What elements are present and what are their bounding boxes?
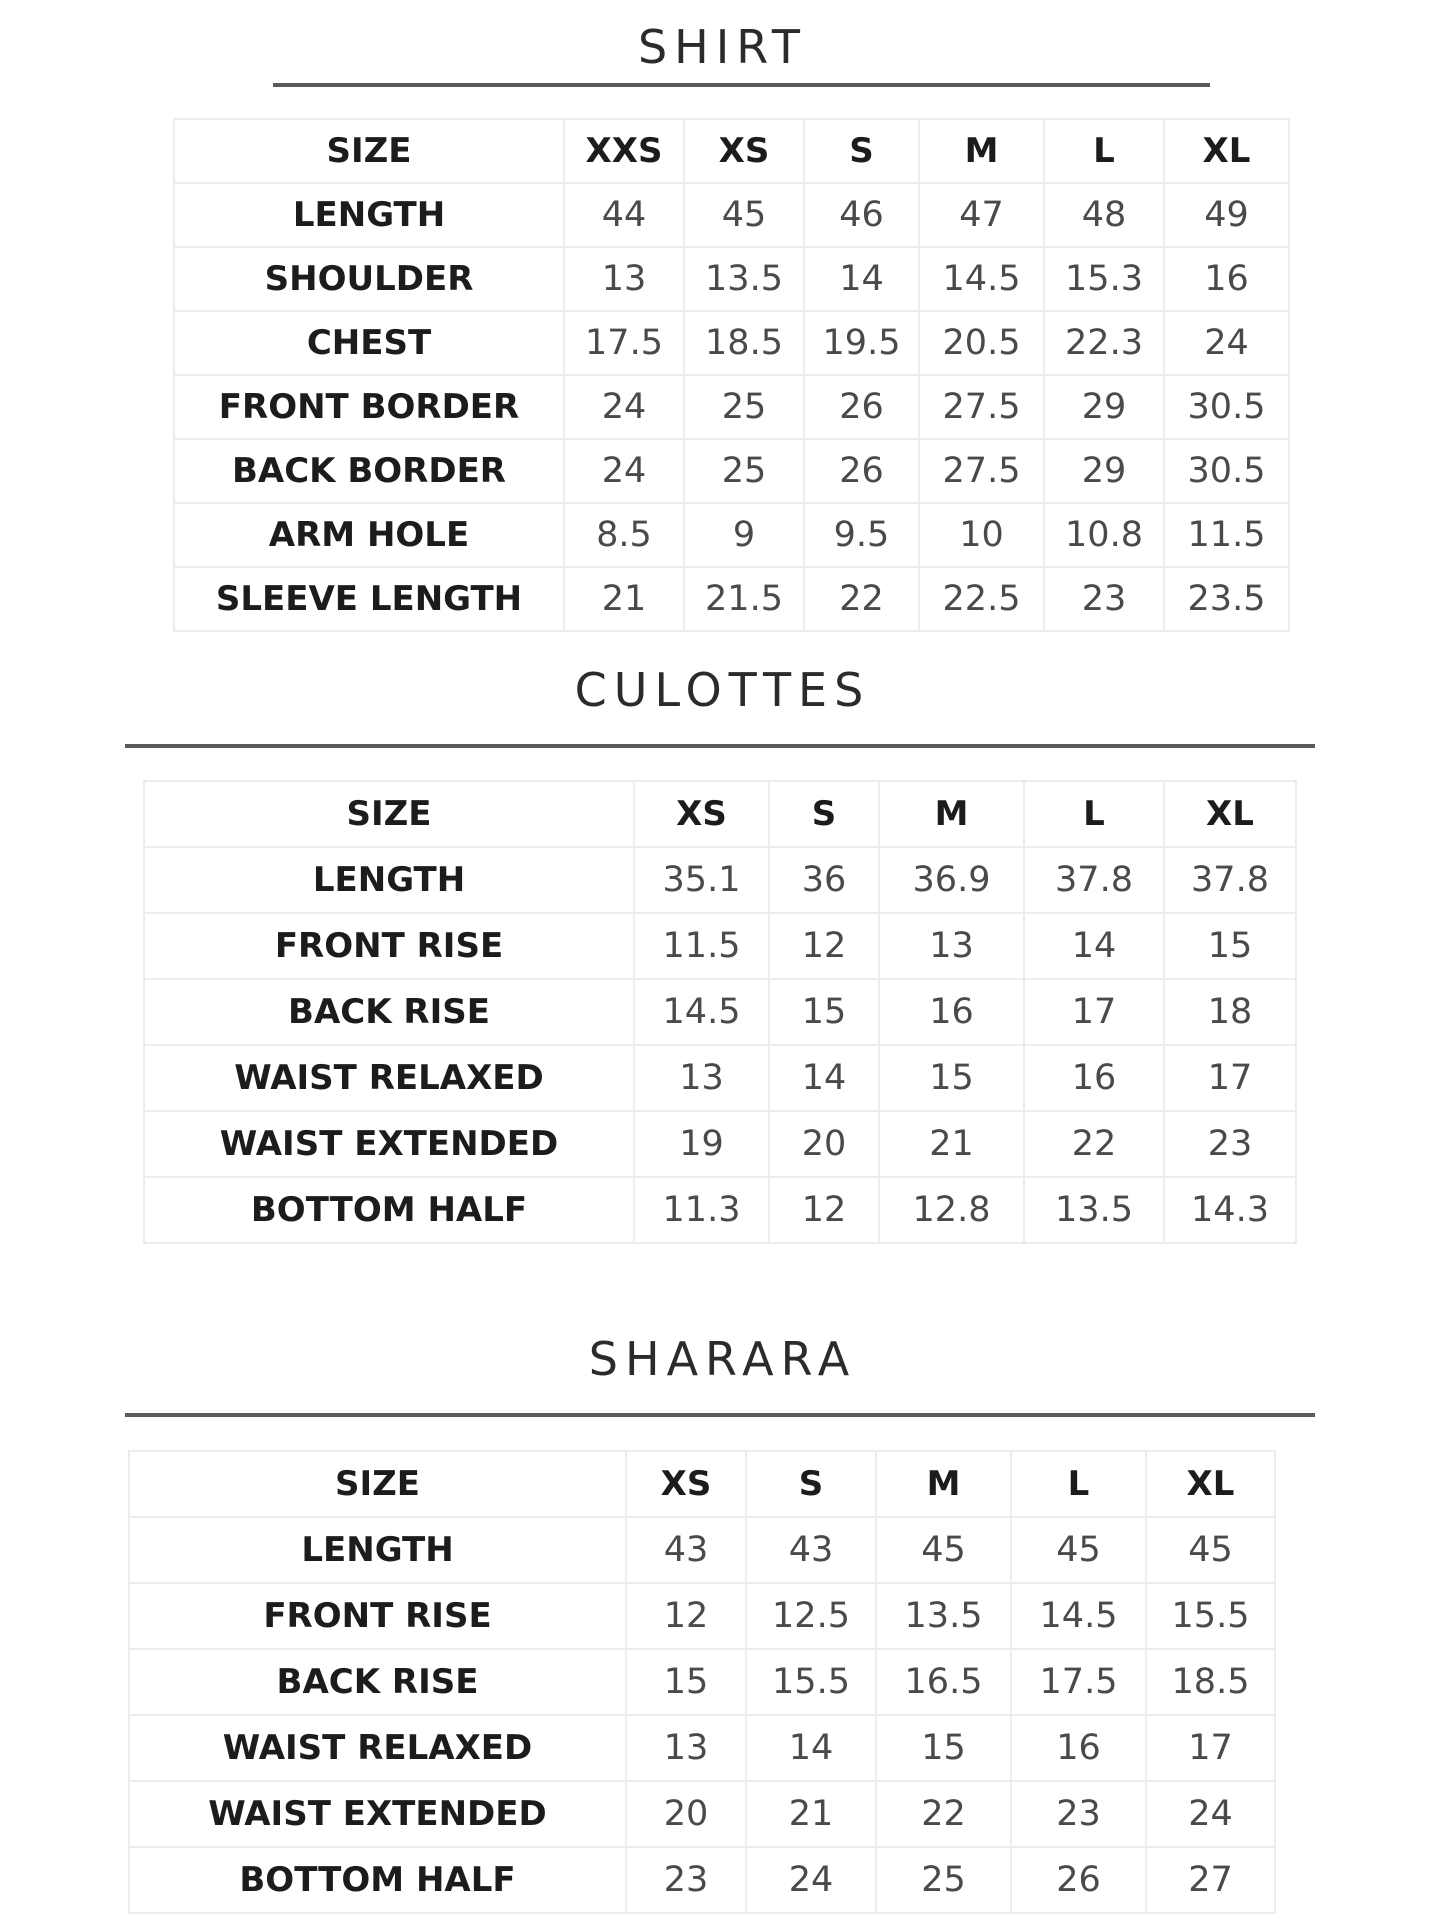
measurement-value: 21.5 [684,567,804,631]
table-row [129,1583,1275,1649]
measurement-label: LENGTH [174,183,564,247]
measurement-value: 19.5 [804,311,919,375]
measurement-value: 17.5 [1011,1649,1146,1715]
culottes-header-row [144,781,1296,847]
size-column-header: M [876,1451,1011,1517]
measurement-value: 18.5 [1146,1649,1275,1715]
measurement-value: 11.5 [1164,503,1289,567]
measurement-value: 17 [1164,1045,1296,1111]
measurement-value: 17 [1024,979,1164,1045]
measurement-value: 8.5 [564,503,684,567]
size-column-header: XXS [564,119,684,183]
measurement-value: 26 [1011,1847,1146,1913]
measurement-value: 12 [769,913,879,979]
table-row [174,567,1289,631]
measurement-value: 17 [1146,1715,1275,1781]
measurement-value: 45 [1146,1517,1275,1583]
measurement-value: 15.3 [1044,247,1164,311]
measurement-label: BACK RISE [129,1649,626,1715]
table-row [144,913,1296,979]
measurement-value: 18 [1164,979,1296,1045]
measurement-value: 36.9 [879,847,1024,913]
sharara-size-table [128,1450,1276,1914]
measurement-value: 11.5 [634,913,769,979]
measurement-value: 15 [879,1045,1024,1111]
shirt-title: SHIRT [637,20,808,74]
measurement-label: SHOULDER [174,247,564,311]
size-column-header: XS [634,781,769,847]
measurement-label: BOTTOM HALF [144,1177,634,1243]
measurement-value: 17.5 [564,311,684,375]
measurement-value: 20.5 [919,311,1044,375]
measurement-value: 19 [634,1111,769,1177]
measurement-value: 10 [919,503,1044,567]
measurement-label: LENGTH [129,1517,626,1583]
measurement-value: 15.5 [1146,1583,1275,1649]
culottes-divider [125,744,1315,748]
measurement-value: 13.5 [1024,1177,1164,1243]
measurement-value: 23.5 [1164,567,1289,631]
measurement-label: FRONT RISE [144,913,634,979]
measurement-value: 48 [1044,183,1164,247]
measurement-value: 20 [626,1781,746,1847]
measurement-value: 13 [879,913,1024,979]
measurement-value: 45 [876,1517,1011,1583]
measurement-value: 15 [876,1715,1011,1781]
measurement-value: 14.3 [1164,1177,1296,1243]
measurement-label: WAIST RELAXED [129,1715,626,1781]
table-row [174,375,1289,439]
measurement-value: 9 [684,503,804,567]
shirt-header-row [174,119,1289,183]
table-row [174,503,1289,567]
table-row [144,1177,1296,1243]
measurement-value: 15.5 [746,1649,876,1715]
measurement-value: 46 [804,183,919,247]
measurement-value: 14 [804,247,919,311]
measurement-label: FRONT RISE [129,1583,626,1649]
table-row [144,847,1296,913]
measurement-value: 27.5 [919,439,1044,503]
table-row [144,1045,1296,1111]
measurement-value: 16 [1011,1715,1146,1781]
size-header-label: SIZE [129,1451,626,1517]
table-row [129,1847,1275,1913]
size-column-header: M [879,781,1024,847]
table-row [174,247,1289,311]
measurement-value: 45 [684,183,804,247]
size-column-header: L [1024,781,1164,847]
table-row [129,1715,1275,1781]
measurement-value: 27.5 [919,375,1044,439]
sharara-header-row [129,1451,1275,1517]
size-column-header: L [1011,1451,1146,1517]
measurement-value: 24 [746,1847,876,1913]
measurement-value: 23 [1044,567,1164,631]
measurement-value: 16.5 [876,1649,1011,1715]
size-column-header: XL [1164,119,1289,183]
table-row [144,979,1296,1045]
measurement-value: 13.5 [876,1583,1011,1649]
measurement-value: 14.5 [634,979,769,1045]
size-column-header: L [1044,119,1164,183]
measurement-value: 36 [769,847,879,913]
measurement-value: 25 [876,1847,1011,1913]
measurement-value: 22 [804,567,919,631]
measurement-value: 24 [1146,1781,1275,1847]
measurement-value: 15 [769,979,879,1045]
measurement-label: LENGTH [144,847,634,913]
measurement-value: 27 [1146,1847,1275,1913]
measurement-value: 30.5 [1164,375,1289,439]
measurement-label: ARM HOLE [174,503,564,567]
measurement-value: 37.8 [1164,847,1296,913]
measurement-value: 14 [1024,913,1164,979]
measurement-value: 29 [1044,439,1164,503]
measurement-value: 26 [804,375,919,439]
size-header-label: SIZE [174,119,564,183]
measurement-value: 29 [1044,375,1164,439]
size-column-header: XS [684,119,804,183]
shirt-size-table [173,118,1290,632]
sharara-title: SHARARA [588,1332,857,1386]
measurement-value: 12.5 [746,1583,876,1649]
measurement-value: 23 [626,1847,746,1913]
measurement-value: 14.5 [919,247,1044,311]
table-row [129,1517,1275,1583]
size-column-header: M [919,119,1044,183]
measurement-value: 12 [769,1177,879,1243]
measurement-value: 43 [746,1517,876,1583]
measurement-value: 22 [1024,1111,1164,1177]
size-column-header: S [804,119,919,183]
measurement-value: 23 [1011,1781,1146,1847]
measurement-value: 23 [1164,1111,1296,1177]
measurement-value: 11.3 [634,1177,769,1243]
measurement-value: 30.5 [1164,439,1289,503]
table-row [174,311,1289,375]
size-column-header: XS [626,1451,746,1517]
measurement-value: 26 [804,439,919,503]
measurement-value: 22.5 [919,567,1044,631]
culottes-size-table [143,780,1297,1244]
measurement-value: 24 [564,439,684,503]
measurement-label: WAIST RELAXED [144,1045,634,1111]
measurement-value: 35.1 [634,847,769,913]
measurement-value: 22 [876,1781,1011,1847]
table-row [174,439,1289,503]
measurement-value: 14 [769,1045,879,1111]
measurement-value: 20 [769,1111,879,1177]
measurement-value: 13 [634,1045,769,1111]
measurement-value: 12.8 [879,1177,1024,1243]
measurement-label: FRONT BORDER [174,375,564,439]
measurement-value: 37.8 [1024,847,1164,913]
measurement-label: BACK RISE [144,979,634,1045]
size-column-header: S [769,781,879,847]
measurement-value: 47 [919,183,1044,247]
measurement-value: 10.8 [1044,503,1164,567]
measurement-label: BACK BORDER [174,439,564,503]
size-column-header: XL [1164,781,1296,847]
measurement-value: 21 [564,567,684,631]
measurement-value: 22.3 [1044,311,1164,375]
measurement-value: 24 [1164,311,1289,375]
measurement-value: 13.5 [684,247,804,311]
measurement-value: 43 [626,1517,746,1583]
measurement-value: 49 [1164,183,1289,247]
measurement-value: 16 [1164,247,1289,311]
measurement-value: 16 [1024,1045,1164,1111]
measurement-value: 16 [879,979,1024,1045]
measurement-value: 15 [1164,913,1296,979]
shirt-divider [273,83,1210,87]
measurement-value: 45 [1011,1517,1146,1583]
sharara-divider [125,1413,1315,1417]
culottes-title: CULOTTES [574,663,871,717]
measurement-value: 21 [746,1781,876,1847]
measurement-value: 21 [879,1111,1024,1177]
measurement-value: 14.5 [1011,1583,1146,1649]
size-header-label: SIZE [144,781,634,847]
size-column-header: XL [1146,1451,1275,1517]
table-row [144,1111,1296,1177]
measurement-label: BOTTOM HALF [129,1847,626,1913]
size-column-header: S [746,1451,876,1517]
measurement-value: 12 [626,1583,746,1649]
measurement-label: CHEST [174,311,564,375]
table-row [174,183,1289,247]
measurement-value: 25 [684,375,804,439]
measurement-value: 14 [746,1715,876,1781]
measurement-value: 18.5 [684,311,804,375]
table-row [129,1781,1275,1847]
measurement-label: WAIST EXTENDED [129,1781,626,1847]
table-row [129,1649,1275,1715]
measurement-value: 25 [684,439,804,503]
measurement-value: 44 [564,183,684,247]
measurement-value: 13 [564,247,684,311]
measurement-label: WAIST EXTENDED [144,1111,634,1177]
measurement-value: 13 [626,1715,746,1781]
measurement-value: 9.5 [804,503,919,567]
measurement-value: 24 [564,375,684,439]
measurement-label: SLEEVE LENGTH [174,567,564,631]
measurement-value: 15 [626,1649,746,1715]
